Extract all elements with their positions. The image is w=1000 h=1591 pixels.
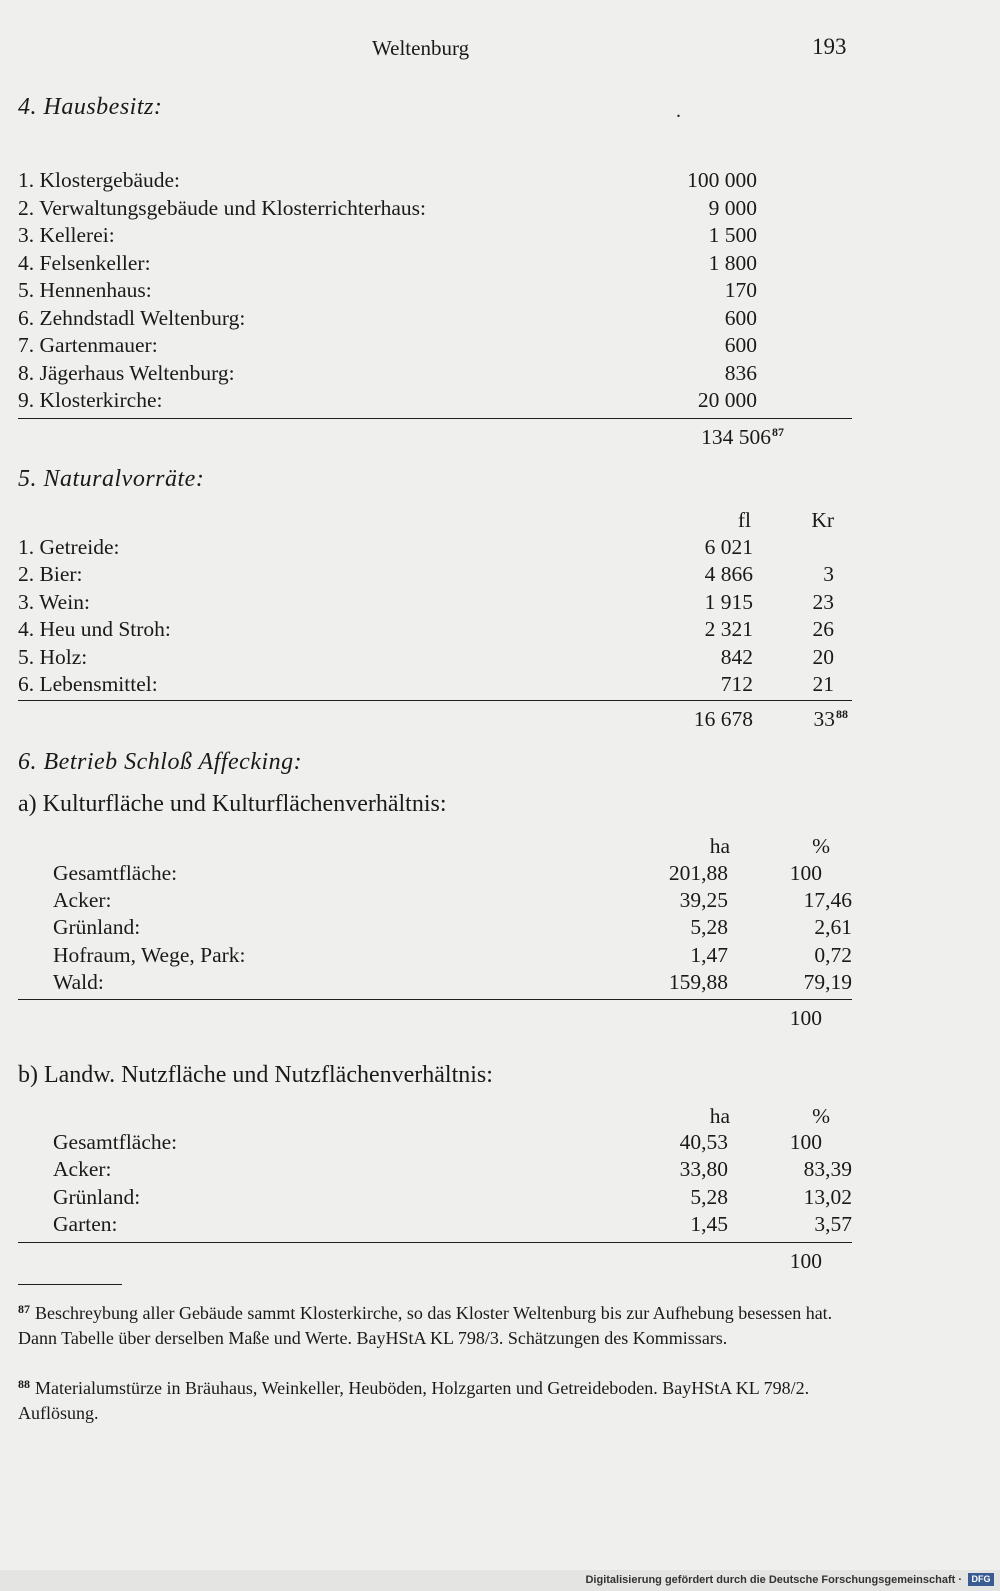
row-value: 1 800 — [708, 251, 757, 275]
row-value: 20 000 — [697, 388, 757, 412]
row-value: 1 500 — [708, 223, 757, 247]
row-value: 9 000 — [708, 196, 757, 220]
footnote-87 — [18, 1297, 848, 1351]
footnote-text: Beschreybung aller Gebäude sammt Klosterkirche, so das Kloster Weltenburg bis zur Aufhebung besessen hat. Dann Tabelle über derselben Maße und Werte. BayHStA KL 798/3. Schätzungen des Kommissars. — [18, 1303, 833, 1348]
row-value-fl: 842 — [720, 645, 753, 669]
row-value-fl: 1 915 — [704, 590, 753, 614]
column-header: ha — [709, 834, 730, 858]
table-row — [0, 535, 1000, 562]
row-value-percent: 3,57 — [814, 1212, 852, 1236]
footnote-separator — [18, 1284, 122, 1285]
row-value-percent: 17,46 — [803, 888, 852, 912]
table-row — [0, 617, 1000, 644]
table-row — [0, 915, 1000, 942]
sum-rule — [18, 1242, 852, 1243]
column-header: fl — [737, 508, 751, 532]
table-row — [0, 970, 1000, 997]
page-number: 193 — [812, 34, 847, 59]
row-value-ha: 39,25 — [679, 888, 728, 912]
row-value: 600 — [724, 333, 757, 357]
total-value-percent: 100 — [789, 1006, 822, 1030]
row-label: Acker: — [53, 888, 112, 912]
column-header: % — [812, 834, 830, 858]
footnote-ref: 87 — [772, 425, 784, 439]
table-row — [0, 333, 1000, 360]
footnote-88 — [18, 1372, 848, 1426]
table-row — [0, 1157, 1000, 1184]
row-value-percent: 79,19 — [803, 970, 852, 994]
row-value-ha: 201,88 — [668, 861, 728, 885]
column-header: ha — [709, 1104, 730, 1128]
table-row — [0, 306, 1000, 333]
total-row — [0, 707, 1000, 734]
row-label: Gesamtfläche: — [53, 1130, 178, 1154]
row-label: Wald: — [53, 970, 104, 994]
row-label: 7. Gartenmauer: — [18, 333, 158, 357]
table-row — [0, 223, 1000, 250]
section-heading-affecking: 6. Betrieb Schloß Affecking: — [18, 749, 303, 775]
row-label: 1. Klostergebäude: — [18, 168, 181, 192]
row-value-kr: 23 — [812, 590, 834, 614]
row-value-percent: 100 — [789, 1130, 822, 1154]
sum-rule — [18, 999, 852, 1000]
table-row — [0, 278, 1000, 305]
sum-rule — [18, 418, 852, 419]
footnote-ref: 88 — [836, 707, 848, 721]
row-label: 4. Heu und Stroh: — [18, 617, 171, 641]
funding-credit: Digitalisierung gefördert durch die Deutsche Forschungsgemeinschaft · — [585, 1574, 962, 1586]
dfg-logo-icon: DFG — [968, 1573, 994, 1586]
row-value-kr: 21 — [812, 672, 834, 696]
total-value-fl: 16 678 — [693, 707, 753, 731]
table-row — [0, 943, 1000, 970]
row-value-fl: 6 021 — [704, 535, 753, 559]
column-header-row — [0, 508, 1000, 535]
total-row — [0, 1249, 1000, 1276]
total-value-kr: $33^{88}$ — [813, 707, 848, 731]
footnote-text: Materialumstürze in Bräuhaus, Weinkeller, Heuböden, Holzgarten und Getreideboden. BayHStA KL 798/2. Auflösung. — [18, 1378, 810, 1423]
table-row — [0, 1130, 1000, 1157]
row-value-ha: 5,28 — [690, 915, 728, 939]
row-value-ha: 1,45 — [690, 1212, 728, 1236]
row-value-kr: 3 — [823, 562, 834, 586]
row-label: 6. Zehndstadl Weltenburg: — [18, 306, 246, 330]
row-value-ha: 1,47 — [690, 943, 728, 967]
row-label: Garten: — [53, 1212, 118, 1236]
row-value: 836 — [724, 361, 757, 385]
subsection-title-b: b) Landw. Nutzfläche und Nutzflächenverhältnis: — [18, 1062, 493, 1088]
total-value: 134 $506^{87}$ — [701, 425, 784, 449]
row-label: Hofraum, Wege, Park: — [53, 943, 246, 967]
table-row — [0, 562, 1000, 589]
footnote-number: 87 — [18, 1302, 30, 1316]
table-row — [0, 672, 1000, 699]
row-label: Grünland: — [53, 1185, 141, 1209]
row-label: Grünland: — [53, 915, 141, 939]
row-label: Acker: — [53, 1157, 112, 1181]
subsection-title-a: a) Kulturfläche und Kulturflächenverhältnis: — [18, 791, 447, 817]
row-label: 6. Lebensmittel: — [18, 672, 158, 696]
row-value-ha: 33,80 — [679, 1157, 728, 1181]
table-row — [0, 361, 1000, 388]
running-title: Weltenburg — [372, 36, 470, 60]
column-header: % — [812, 1104, 830, 1128]
table-row — [0, 1185, 1000, 1212]
row-label: 2. Bier: — [18, 562, 83, 586]
table-row — [0, 888, 1000, 915]
row-value-kr: 20 — [812, 645, 834, 669]
table-row — [0, 590, 1000, 617]
section-heading-naturalvorraete: 5. Naturalvorräte: — [18, 466, 205, 492]
row-label: Gesamtfläche: — [53, 861, 178, 885]
table-row — [0, 388, 1000, 415]
stray-mark: . — [676, 100, 681, 122]
column-header-row — [0, 834, 1000, 861]
row-value-fl: 4 866 — [704, 562, 753, 586]
row-label: 1. Getreide: — [18, 535, 120, 559]
column-header: Kr — [811, 508, 834, 532]
row-label: 5. Holz: — [18, 645, 88, 669]
row-value-ha: 5,28 — [690, 1185, 728, 1209]
table-row — [0, 168, 1000, 195]
row-value-percent: 2,61 — [814, 915, 852, 939]
section-heading-hausbesitz: 4. Hausbesitz: — [18, 94, 163, 120]
row-value-percent: 83,39 — [803, 1157, 852, 1181]
row-value-percent: 100 — [789, 861, 822, 885]
row-label: 9. Klosterkirche: — [18, 388, 163, 412]
row-value-fl: 2 321 — [704, 617, 753, 641]
row-value-percent: 0,72 — [814, 943, 852, 967]
total-row — [0, 425, 1000, 452]
total-value-percent: 100 — [789, 1249, 822, 1273]
row-label: 5. Hennenhaus: — [18, 278, 152, 302]
table-row — [0, 1212, 1000, 1239]
row-value-ha: 159,88 — [668, 970, 728, 994]
row-value-kr: 26 — [812, 617, 834, 641]
table-row — [0, 861, 1000, 888]
table-row — [0, 645, 1000, 672]
sum-rule — [18, 700, 852, 701]
row-value: 600 — [724, 306, 757, 330]
row-label: 2. Verwaltungsgebäude und Klosterrichterhaus: — [18, 196, 426, 220]
row-value: 100 000 — [687, 168, 757, 192]
row-value-percent: 13,02 — [803, 1185, 852, 1209]
table-row — [0, 251, 1000, 278]
row-value-fl: 712 — [720, 672, 753, 696]
row-label: 3. Wein: — [18, 590, 90, 614]
row-label: 3. Kellerei: — [18, 223, 115, 247]
column-header-row — [0, 1104, 1000, 1131]
row-value-ha: 40,53 — [679, 1130, 728, 1154]
table-row — [0, 196, 1000, 223]
row-value: 170 — [724, 278, 757, 302]
total-row — [0, 1006, 1000, 1033]
footnote-number: 88 — [18, 1377, 30, 1391]
row-label: 8. Jägerhaus Weltenburg: — [18, 361, 235, 385]
row-label: 4. Felsenkeller: — [18, 251, 151, 275]
